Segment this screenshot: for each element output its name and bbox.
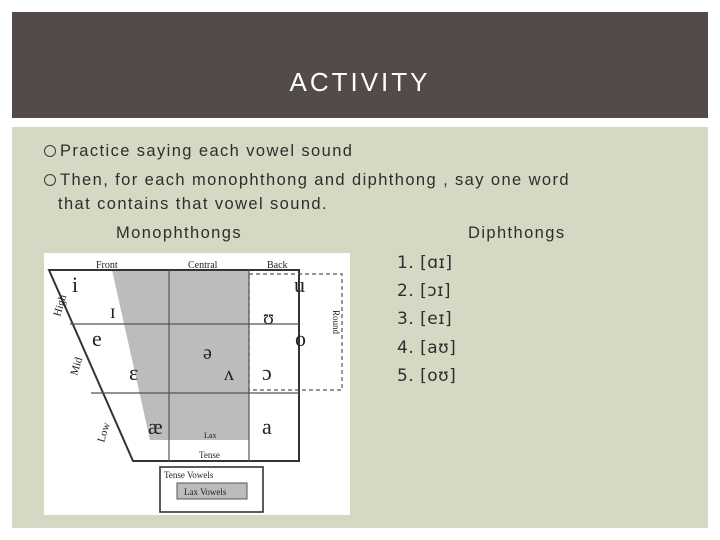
- vowel-a: a: [262, 414, 272, 439]
- lax-vowel-region: [112, 270, 249, 440]
- bullet-item-2: [44, 171, 570, 190]
- legend-lax-label: Lax Vowels: [184, 487, 227, 497]
- vowel-lax-i: ɪ: [110, 301, 116, 323]
- diphthong-item-3: 3. [eɪ]: [397, 309, 453, 329]
- row-label-mid: Mid: [68, 355, 86, 377]
- slide-title: ACTIVITY: [289, 67, 431, 97]
- vowel-u: u: [294, 272, 305, 297]
- vowel-schwa: ə: [203, 342, 212, 364]
- bullet-circle-icon: [44, 174, 56, 186]
- vowel-o: o: [295, 326, 306, 351]
- vowel-wedge: ʌ: [224, 363, 234, 385]
- column-label-back: Back: [267, 260, 288, 271]
- vowel-lax-u: ʊ: [263, 307, 274, 329]
- bullet-text-2: Then, for each monophthong and diphthong , say one word: [60, 171, 570, 189]
- bullet-circle-icon: [44, 145, 56, 157]
- monophthongs-heading: Monophthongs: [116, 224, 242, 242]
- vowel-chart: [44, 253, 350, 515]
- diphthongs-heading: Diphthongs: [468, 224, 566, 242]
- vowel-open-o: ɔ: [262, 360, 272, 385]
- lax-label: Lax: [204, 431, 217, 440]
- vowel-chart-svg: [44, 253, 350, 515]
- vowel-epsilon: ɛ: [129, 360, 139, 385]
- legend-tense-label: Tense Vowels: [164, 470, 214, 480]
- bullet-item-1: [44, 142, 353, 161]
- diphthong-item-1: 1. [ɑɪ]: [397, 253, 453, 273]
- tense-label: Tense: [199, 450, 220, 460]
- round-label: Round: [331, 310, 341, 335]
- vowel-e: e: [92, 326, 102, 351]
- column-label-central: Central: [188, 260, 218, 271]
- bullet-text-2-continued: that contains that vowel sound.: [58, 195, 328, 213]
- diphthong-item-2: 2. [ɔɪ]: [397, 281, 452, 301]
- title-bar: [12, 12, 708, 118]
- bullet-text-1: Practice saying each vowel sound: [60, 142, 354, 160]
- row-label-high: High: [51, 293, 70, 318]
- diphthong-item-4: 4. [aʊ]: [397, 338, 457, 358]
- vowel-ae: æ: [148, 414, 163, 439]
- column-label-front: Front: [96, 260, 118, 271]
- vowel-i: i: [72, 272, 79, 297]
- row-label-low: Low: [95, 421, 113, 444]
- diphthong-item-5: 5. [oʊ]: [397, 366, 457, 386]
